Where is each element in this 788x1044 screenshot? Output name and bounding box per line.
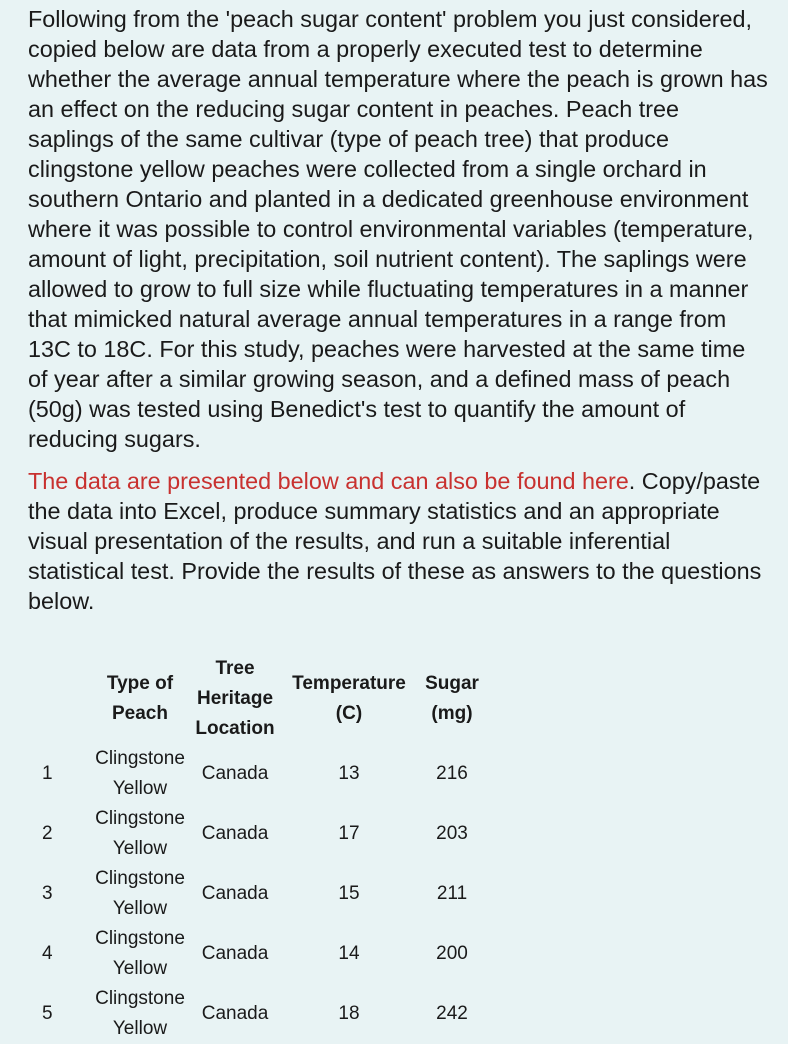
cell-sugar: 200: [436, 943, 468, 964]
cell-temperature: 17: [338, 823, 360, 844]
peach-data-table: [28, 654, 486, 1044]
table-row: [28, 804, 486, 864]
cell-sugar: 211: [436, 883, 468, 904]
table-row: [28, 744, 486, 804]
cell-location: Canada: [201, 943, 269, 964]
row-index: 4: [42, 943, 53, 964]
header-sugar: Sugar (mg): [425, 673, 479, 724]
cell-temperature: 14: [338, 943, 360, 964]
cell-sugar: 242: [436, 1003, 468, 1024]
cell-temperature: 15: [338, 883, 360, 904]
instructions-paragraph: [28, 466, 768, 616]
cell-sugar: 203: [436, 823, 468, 844]
question-content: [28, 4, 768, 616]
data-link-period: .: [628, 468, 636, 494]
cell-type: Clingstone Yellow: [95, 868, 185, 919]
cell-temperature: 18: [338, 1003, 360, 1024]
cell-location: Canada: [201, 1003, 269, 1024]
instructions-text: Copy/paste the data into Excel, produce summary statistics and an appropriate visual presentation of the results, and run a suitable inferential statistical test. Provide the results of these as answers to the questions below.: [28, 468, 762, 614]
row-index: 1: [42, 763, 53, 784]
header-temperature: Temperature (C): [292, 673, 406, 724]
table-row: [28, 984, 486, 1044]
table-header-row: [28, 654, 486, 744]
header-type-of-peach: Type of Peach: [106, 673, 174, 724]
intro-paragraph: Following from the 'peach sugar content' problem you just considered, copied below are data from a properly executed test to determine whether the average annual temperature where the peach is grown has an effect on the reducing sugar content in peaches. Peach tree saplings of the same cultivar (type of peach tree) that produce clingstone yellow peaches were collected from a single orchard in southern Ontario and planted in a dedicated greenhouse environment where it was possible to control environmental variables (temperature, amount of light, precipitation, soil nutrient content). The saplings were allowed to grow to full size while fluctuating temperatures in a manner that mimicked natural average annual temperatures in a range from 13C to 18C. For this study, peaches were harvested at the same time of year after a similar growing season, and a defined mass of peach (50g) was tested using Benedict's test to quantify the amount of reducing sugars.: [28, 6, 768, 452]
row-index: 2: [42, 823, 53, 844]
table-row: [28, 924, 486, 984]
data-link[interactable]: The data are presented below and can also be found here: [28, 468, 629, 494]
row-index: 3: [42, 883, 53, 904]
cell-location: Canada: [201, 823, 269, 844]
cell-type: Clingstone Yellow: [95, 748, 185, 799]
cell-temperature: 13: [338, 763, 360, 784]
cell-sugar: 216: [436, 763, 468, 784]
row-index: 5: [42, 1003, 53, 1024]
cell-type: Clingstone Yellow: [95, 928, 185, 979]
table-row: [28, 864, 486, 924]
cell-location: Canada: [201, 763, 269, 784]
cell-location: Canada: [201, 883, 269, 904]
cell-type: Clingstone Yellow: [95, 988, 185, 1039]
cell-type: Clingstone Yellow: [95, 808, 185, 859]
header-tree-heritage-location: Tree Heritage Location: [195, 658, 275, 739]
header-index: [28, 654, 90, 744]
